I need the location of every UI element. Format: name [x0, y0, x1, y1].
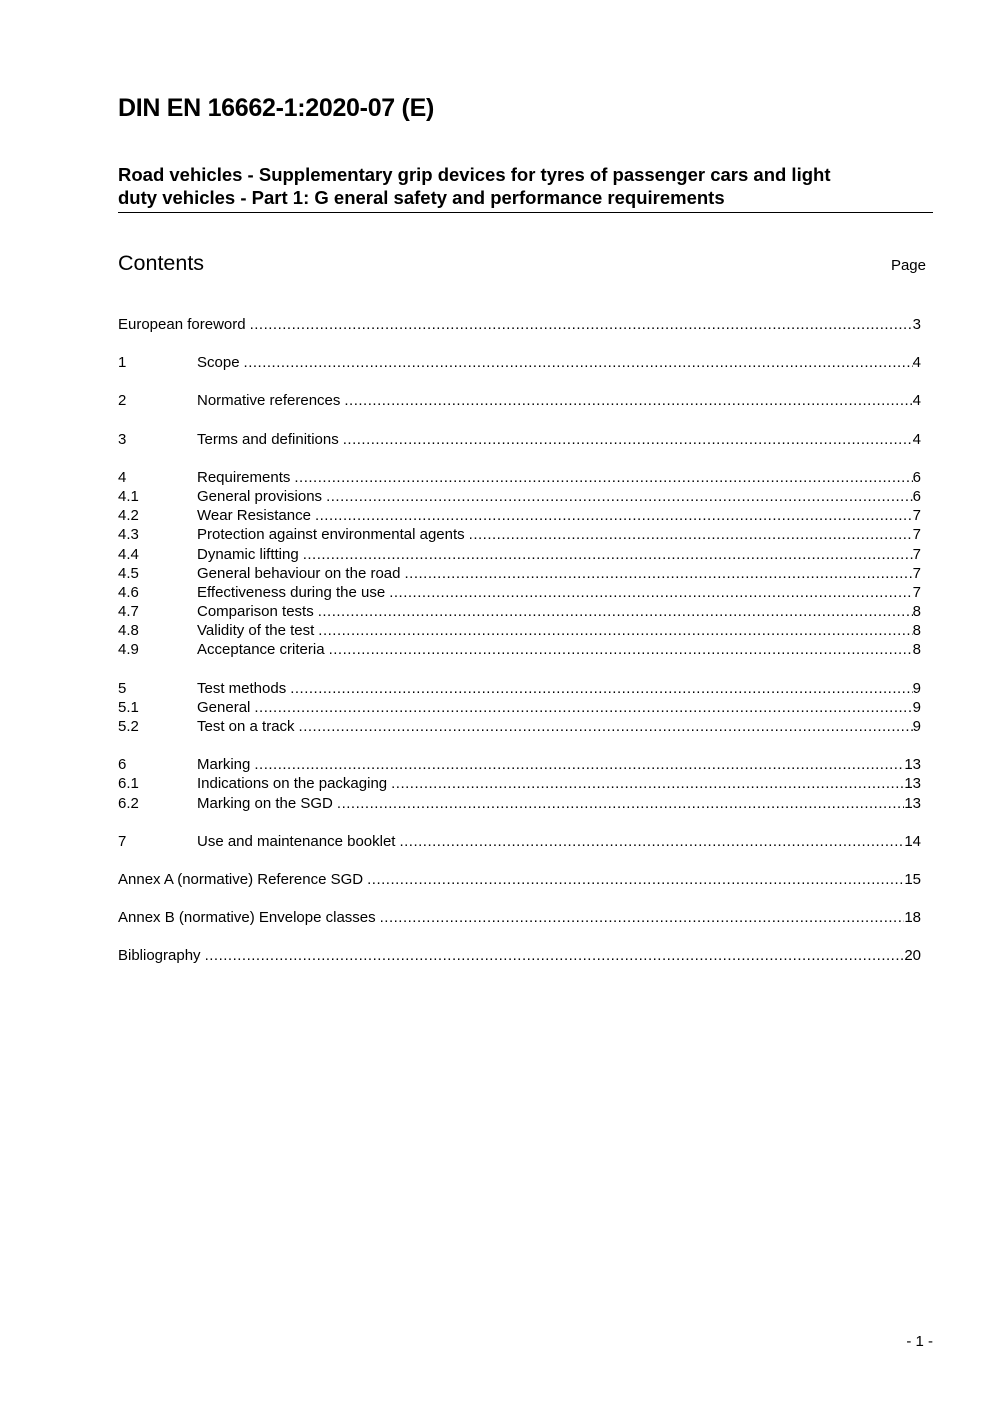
- toc-entry-title: Marking on the SGD: [197, 794, 333, 812]
- toc-entry-page: 6: [912, 487, 921, 505]
- toc-entry-number: 4.6: [118, 583, 139, 601]
- toc-dot-leader: [254, 755, 904, 774]
- toc-entry-number: 4.9: [118, 641, 139, 659]
- toc-entry-page: 20: [904, 947, 921, 965]
- toc-dot-leader: [254, 698, 912, 717]
- toc-entry-title: Use and maintenance booklet: [197, 832, 396, 850]
- toc-entry[interactable]: [118, 353, 921, 372]
- toc-dot-leader: [299, 717, 913, 736]
- toc-dot-leader: [399, 832, 904, 851]
- toc-entry-number: 7: [118, 832, 127, 850]
- toc-dot-leader: [367, 870, 904, 889]
- toc-entry-title: General behaviour on the road: [197, 564, 401, 582]
- toc-entry-title: Validity of the test: [197, 622, 315, 640]
- toc-dot-leader: [343, 430, 913, 449]
- toc-group: [118, 832, 921, 851]
- toc-entry-title: Annex A (normative) Reference SGD: [118, 870, 364, 888]
- toc-entry-page: 13: [904, 775, 921, 793]
- toc-group: [118, 430, 921, 449]
- toc-entry-number: 4.5: [118, 564, 139, 582]
- toc-dot-leader: [469, 525, 913, 544]
- toc-entry-title: European foreword: [118, 316, 246, 333]
- toc-entry-number: 4.3: [118, 526, 139, 544]
- toc-entry-number: 4.7: [118, 603, 139, 621]
- toc-entry-page: 4: [912, 392, 921, 410]
- toc-dot-leader: [250, 315, 913, 334]
- toc-entry-page: 4: [912, 354, 921, 372]
- toc-entry[interactable]: [118, 679, 921, 698]
- toc-group: [118, 468, 921, 660]
- toc-group: [118, 755, 921, 813]
- toc-dot-leader: [337, 794, 904, 813]
- toc-entry-number: 3: [118, 430, 127, 448]
- toc-entry[interactable]: [118, 640, 921, 659]
- toc-entry-title: Bibliography: [118, 947, 201, 965]
- toc-entry-page: 7: [912, 564, 921, 582]
- toc-entry-title: Requirements: [197, 468, 291, 486]
- toc-entry-title: Terms and definitions: [197, 430, 339, 448]
- toc-entry-page: 15: [904, 870, 921, 888]
- toc-entry-page: 9: [912, 718, 921, 735]
- toc-entry-page: 14: [904, 832, 921, 850]
- toc-entry[interactable]: [118, 832, 921, 851]
- toc-entry-title: Indications on the packaging: [197, 775, 388, 793]
- toc-group: [118, 946, 921, 965]
- toc-entry-title: Effectiveness during the use: [197, 583, 386, 601]
- toc-dot-leader: [391, 774, 904, 793]
- toc-entry-number: 5.1: [118, 698, 139, 716]
- toc-entry-number: 6.2: [118, 794, 139, 812]
- toc-dot-leader: [205, 946, 905, 965]
- toc-entry[interactable]: [118, 717, 921, 736]
- toc-dot-leader: [294, 468, 912, 487]
- toc-entry-number: 4.2: [118, 507, 139, 525]
- toc-dot-leader: [318, 621, 912, 640]
- toc-entry[interactable]: [118, 698, 921, 717]
- toc-entry[interactable]: [118, 908, 921, 927]
- toc-entry-number: 2: [118, 392, 127, 410]
- toc-entry-page: 4: [912, 430, 921, 448]
- toc-entry-number: 5: [118, 679, 127, 697]
- toc-group: [118, 391, 921, 410]
- toc-entry-title: Comparison tests: [197, 603, 314, 621]
- toc-entry-title: Annex B (normative) Envelope classes: [118, 909, 376, 927]
- toc-group: [118, 315, 921, 334]
- toc-entry-title: General: [197, 698, 251, 716]
- toc-entry-page: 9: [912, 679, 921, 697]
- toc-entry-page: 7: [912, 583, 921, 601]
- toc-entry[interactable]: [118, 487, 921, 506]
- toc-entry-title: Wear Resistance: [197, 507, 311, 525]
- toc-entry[interactable]: [118, 794, 921, 813]
- toc-entry[interactable]: [118, 430, 921, 449]
- toc-entry[interactable]: [118, 774, 921, 793]
- toc-entry-number: 4: [118, 468, 127, 486]
- toc-entry[interactable]: [118, 946, 921, 965]
- toc-entry-title: Scope: [197, 354, 240, 372]
- toc-entry[interactable]: [118, 315, 921, 334]
- toc-entry[interactable]: [118, 602, 921, 621]
- toc-entry-number: 5.2: [118, 718, 139, 735]
- toc-group: [118, 870, 921, 889]
- toc-entry-title: Normative references: [197, 392, 341, 410]
- document-title: [118, 163, 933, 213]
- toc-entry[interactable]: [118, 468, 921, 487]
- toc-entry-number: 6.1: [118, 775, 139, 793]
- toc-dot-leader: [315, 506, 913, 525]
- toc-entry-page: 18: [904, 909, 921, 927]
- toc-group: [118, 353, 921, 372]
- toc-dot-leader: [290, 679, 912, 698]
- document-title-line-1: Road vehicles - Supplementary grip devices for tyres of passenger cars and light: [118, 164, 831, 185]
- toc-entry[interactable]: [118, 870, 921, 889]
- toc-entry-page: 8: [912, 622, 921, 640]
- toc-entry-number: 4.1: [118, 487, 139, 505]
- toc-dot-leader: [344, 391, 912, 410]
- toc-dot-leader: [244, 353, 913, 372]
- toc-dot-leader: [326, 487, 913, 506]
- toc-entry[interactable]: [118, 506, 921, 525]
- toc-entry-page: 13: [904, 794, 921, 812]
- toc-entry-page: 8: [912, 603, 921, 621]
- toc-group: [118, 679, 921, 737]
- document-id: DIN EN 16662-1:2020-07 (E): [118, 94, 434, 122]
- document-title-line-2: duty vehicles - Part 1: G eneral safety and performance requirements: [118, 187, 725, 208]
- toc-entry-page: 13: [904, 756, 921, 774]
- toc-dot-leader: [380, 908, 905, 927]
- toc-entry[interactable]: [118, 755, 921, 774]
- toc-entry-title: Test on a track: [197, 718, 295, 735]
- toc-entry-page: 7: [912, 507, 921, 525]
- toc-entry-number: 4.4: [118, 545, 139, 563]
- toc-dot-leader: [329, 640, 913, 659]
- toc-group: [118, 908, 921, 927]
- toc-entry-page: 7: [912, 526, 921, 544]
- toc-entry-page: 8: [912, 641, 921, 659]
- table-of-contents: [118, 315, 921, 985]
- toc-entry-title: Protection against environmental agents: [197, 526, 465, 544]
- toc-entry-page: 3: [912, 316, 921, 333]
- toc-entry-number: 6: [118, 756, 127, 774]
- toc-entry-page: 9: [912, 698, 921, 716]
- toc-entry-number: 4.8: [118, 622, 139, 640]
- toc-entry[interactable]: [118, 525, 921, 544]
- toc-entry-title: Acceptance criteria: [197, 641, 325, 659]
- toc-entry[interactable]: [118, 391, 921, 410]
- toc-entry-title: General provisions: [197, 487, 323, 505]
- toc-entry-title: Test methods: [197, 679, 287, 697]
- toc-dot-leader: [389, 583, 912, 602]
- toc-entry[interactable]: [118, 583, 921, 602]
- page-column-heading: Page: [890, 257, 926, 274]
- toc-entry-page: 6: [912, 468, 921, 486]
- toc-entry[interactable]: [118, 545, 921, 564]
- toc-dot-leader: [318, 602, 913, 621]
- toc-entry-title: Dynamic liftting: [197, 545, 299, 563]
- toc-dot-leader: [404, 564, 912, 583]
- toc-dot-leader: [303, 545, 913, 564]
- footer-page-number: - 1 -: [906, 1333, 933, 1350]
- toc-entry-title: Marking: [197, 756, 251, 774]
- contents-heading: Contents: [118, 251, 205, 275]
- toc-entry[interactable]: [118, 564, 921, 583]
- toc-entry-page: 7: [912, 545, 921, 563]
- toc-entry-number: 1: [118, 354, 127, 372]
- toc-entry[interactable]: [118, 621, 921, 640]
